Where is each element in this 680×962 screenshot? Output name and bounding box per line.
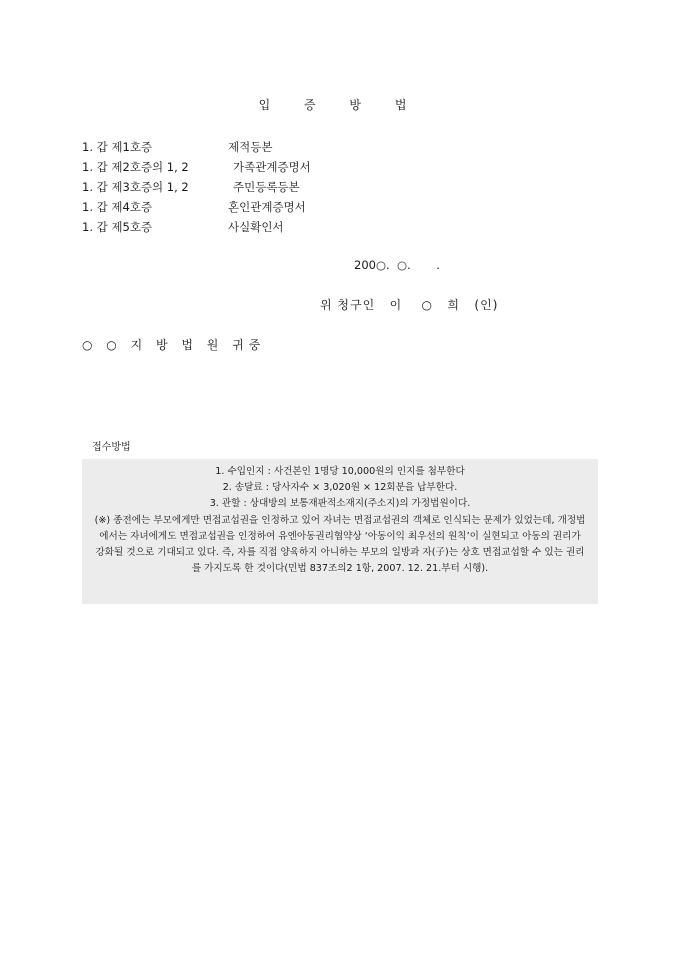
- evidence-label: 1. 갑 제2호증의 1, 2: [82, 160, 189, 174]
- evidence-document: 제적등본: [228, 140, 273, 154]
- note-paragraph: (※) 종전에는 부모에게만 면접교섭권을 인정하고 있어 자녀는 면접교섭권의 객체로 인식되는 문제가 있었는데, 개정법에서는 자녀에게도 면접교섭권을 인정하여 유엔아동권리협약상 ‘아동이익 최우선의 원칙’이 실현되고 아동의 권리가 강화될 것으로 기대되고 있다. 즉, 자를 직접 양육하지 아니하는 부모의 일방과 자(子)는 상호 면접교섭할 수 있는 권리를 가지도록 한 것이다(민법 837조의2 1항, 2007. 12. 21.부터 시행).: [94, 514, 586, 575]
- evidence-item: [82, 197, 482, 217]
- evidence-label: 1. 갑 제5호증: [82, 220, 153, 234]
- petitioner-signature: 위 청구인 이 ○ 희 (인): [320, 298, 499, 312]
- evidence-list: [82, 137, 482, 237]
- page-title: 입 증 방 법: [258, 98, 422, 112]
- evidence-document: 혼인관계증명서: [228, 200, 306, 214]
- court-addressee: ○ ○ 지 방 법 원 귀중: [82, 338, 266, 352]
- evidence-label: 1. 갑 제3호증의 1, 2: [82, 180, 189, 194]
- evidence-item: [82, 217, 482, 237]
- evidence-label: 1. 갑 제1호증: [82, 140, 153, 154]
- filing-method-heading: 접수방법: [92, 442, 131, 453]
- evidence-document: 가족관계증명서: [233, 160, 311, 174]
- stamp-fee-line: 1. 수입인지 : 사건본인 1명당 10,000원의 인지를 첨부한다: [215, 466, 465, 477]
- filing-date: 200○. ○. .: [354, 258, 440, 272]
- jurisdiction-line: 3. 관할 : 상대방의 보통재판적소재지(주소지)의 가정법원이다.: [209, 498, 471, 510]
- evidence-item: [82, 157, 482, 177]
- evidence-document: 주민등록등본: [233, 180, 300, 194]
- service-fee-line: 2. 송달료 : 당사자수 × 3,020원 × 12회분을 납부한다.: [222, 482, 458, 494]
- filing-method-box: [82, 459, 598, 604]
- evidence-item: [82, 137, 482, 157]
- evidence-item: [82, 177, 482, 197]
- evidence-label: 1. 갑 제4호증: [82, 200, 153, 214]
- evidence-document: 사실확인서: [228, 220, 284, 234]
